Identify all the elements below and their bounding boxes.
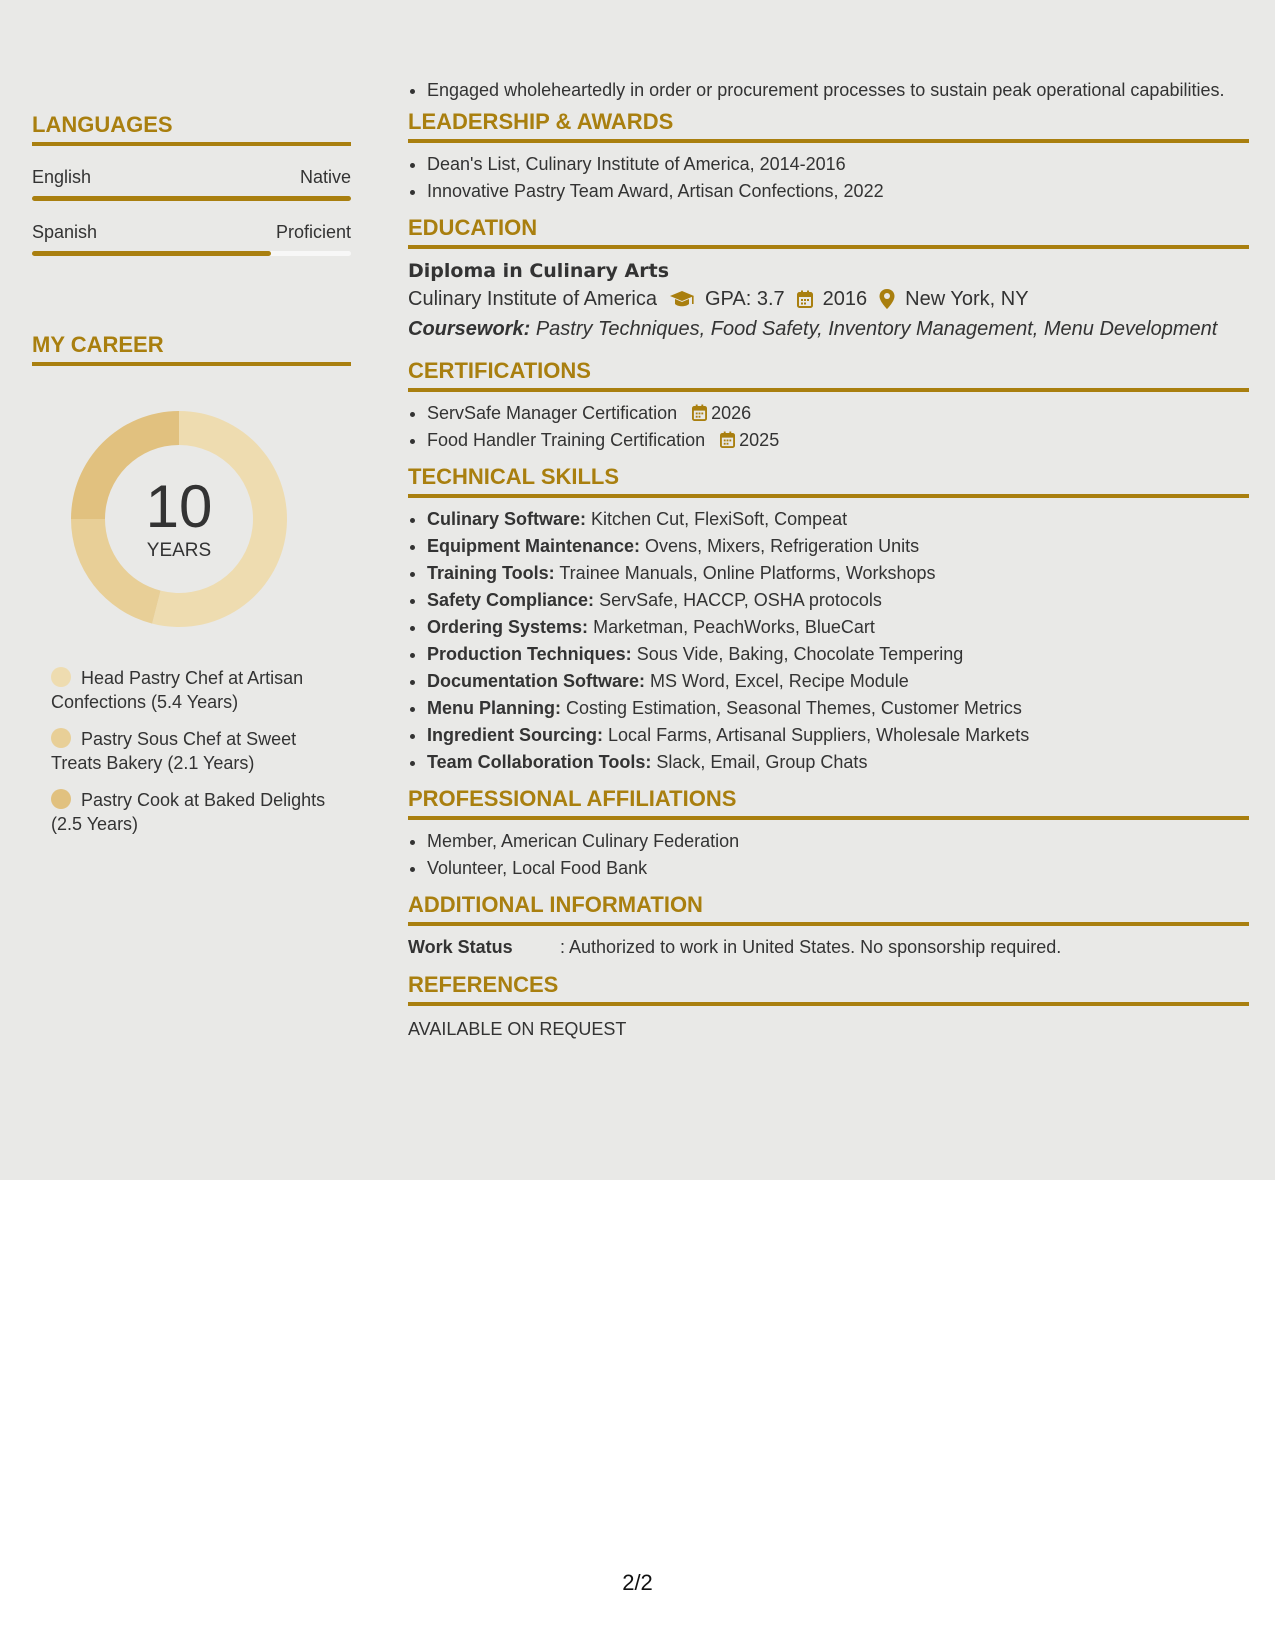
career-years-unit: YEARS	[146, 540, 212, 561]
skill-item	[427, 533, 1249, 560]
references-text: AVAILABLE ON REQUEST	[408, 1019, 627, 1039]
certification-name: Food Handler Training Certification	[427, 430, 706, 450]
education-details	[408, 284, 1249, 314]
skill-label: Ordering Systems:	[427, 617, 589, 637]
skill-item	[427, 641, 1249, 668]
education-location: New York, NY	[905, 288, 1029, 310]
legend-dot-icon	[51, 667, 71, 687]
affiliation-item: • Member, American Culinary Federation	[427, 828, 1249, 855]
work-status-value: : Authorized to work in United States. No sponsorship required.	[560, 937, 1062, 957]
certification-year: 2026	[711, 403, 752, 423]
education-degree: Diploma in Culinary Arts	[408, 260, 670, 282]
career-total-years: 10	[145, 473, 213, 540]
certification-item	[427, 400, 1249, 427]
references-title: REFERENCES	[408, 972, 1249, 1006]
skill-value: Marketman, PeachWorks, BlueCart	[593, 617, 875, 637]
language-level: Proficient	[275, 222, 351, 242]
affiliations-title: PROFESSIONAL AFFILIATIONS	[408, 786, 1249, 820]
skill-label: Culinary Software:	[427, 509, 587, 529]
skill-label: Menu Planning:	[427, 698, 561, 718]
education-year: 2016	[822, 288, 868, 310]
language-level: Native	[299, 167, 351, 187]
legend-item	[51, 788, 331, 836]
language-item	[32, 166, 351, 201]
career-legend	[51, 666, 331, 836]
page-number: 2/2	[622, 1570, 653, 1595]
skill-value: Local Farms, Artisanal Suppliers, Wholesale Markets	[608, 725, 1030, 745]
coursework-label: Coursework:	[408, 318, 531, 340]
coursework-value: Pastry Techniques, Food Safety, Inventory Management, Menu Development	[535, 318, 1218, 340]
skill-label: Ingredient Sourcing:	[427, 725, 604, 745]
legend-dot-icon	[51, 728, 71, 748]
legend-label: Head Pastry Chef at Artisan Confections (5.4 Years)	[51, 668, 304, 712]
skill-label: Team Collaboration Tools:	[427, 752, 652, 772]
graduation-cap-icon	[669, 290, 695, 308]
awards-title: LEADERSHIP & AWARDS	[408, 109, 1249, 143]
right-column	[408, 78, 1249, 1042]
skill-item	[427, 587, 1249, 614]
skill-value: Slack, Email, Group Chats	[656, 752, 868, 772]
skill-label: Equipment Maintenance:	[427, 536, 641, 556]
education-school: Culinary Institute of America	[408, 288, 657, 310]
skill-item	[427, 695, 1249, 722]
left-column	[32, 112, 351, 849]
legend-label: Pastry Sous Chef at Sweet Treats Bakery (2.1 Years)	[51, 729, 297, 773]
skill-value: ServSafe, HACCP, OSHA protocols	[599, 590, 882, 610]
location-pin-icon	[879, 289, 895, 309]
languages-title: LANGUAGES	[32, 112, 351, 146]
skill-value: Ovens, Mixers, Refrigeration Units	[645, 536, 920, 556]
language-bar-track	[32, 196, 351, 201]
affiliation-item: • Volunteer, Local Food Bank	[427, 855, 1249, 882]
certifications-section	[408, 358, 1249, 454]
education-section	[408, 215, 1249, 344]
skill-label: Training Tools:	[427, 563, 555, 583]
experience-bullets-continued	[408, 78, 1249, 103]
skill-value: Trainee Manuals, Online Platforms, Workshops	[559, 563, 936, 583]
awards-section	[408, 109, 1249, 205]
skill-item	[427, 560, 1249, 587]
work-status-label: Work Status	[408, 937, 513, 957]
legend-dot-icon	[51, 789, 71, 809]
skill-item	[427, 668, 1249, 695]
language-bar-fill	[32, 196, 351, 201]
skill-item	[427, 722, 1249, 749]
skills-list	[408, 506, 1249, 776]
career-title: MY CAREER	[32, 332, 351, 366]
language-bar-track	[32, 251, 351, 256]
skill-label: Production Techniques:	[427, 644, 632, 664]
skills-section	[408, 464, 1249, 776]
education-coursework	[408, 314, 1249, 344]
certification-item	[427, 427, 1249, 454]
award-item: • Innovative Pastry Team Award, Artisan Confections, 2022	[427, 178, 1249, 205]
skill-label: Documentation Software:	[427, 671, 646, 691]
certification-name: ServSafe Manager Certification	[427, 403, 678, 423]
legend-item	[51, 727, 331, 775]
education-title: EDUCATION	[408, 215, 1249, 249]
calendar-icon	[692, 404, 707, 421]
calendar-icon	[797, 290, 813, 308]
skill-label: Safety Compliance:	[427, 590, 595, 610]
certification-year: 2025	[739, 430, 780, 450]
language-name: Spanish	[32, 222, 98, 242]
language-name: English	[32, 167, 92, 187]
skill-value: Costing Estimation, Seasonal Themes, Customer Metrics	[566, 698, 1022, 718]
affiliations-section	[408, 786, 1249, 882]
certifications-title: CERTIFICATIONS	[408, 358, 1249, 392]
legend-label: Pastry Cook at Baked Delights (2.5 Years)	[51, 790, 326, 834]
skill-value: MS Word, Excel, Recipe Module	[650, 671, 909, 691]
career-donut-chart	[66, 406, 292, 632]
experience-bullet: • Engaged wholeheartedly in order or procurement processes to sustain peak operational capabilities.	[427, 78, 1249, 103]
additional-title: ADDITIONAL INFORMATION	[408, 892, 1249, 926]
skill-item	[427, 749, 1249, 776]
additional-section	[408, 892, 1249, 960]
legend-item	[51, 666, 331, 714]
language-item	[32, 221, 351, 256]
skills-title: TECHNICAL SKILLS	[408, 464, 1249, 498]
award-item: • Dean's List, Culinary Institute of America, 2014-2016	[427, 151, 1249, 178]
skill-item	[427, 614, 1249, 641]
references-section	[408, 972, 1249, 1042]
language-bar-fill	[32, 251, 271, 256]
skill-value: Sous Vide, Baking, Chocolate Tempering	[636, 644, 964, 664]
skill-item	[427, 506, 1249, 533]
calendar-icon	[720, 431, 735, 448]
skill-value: Kitchen Cut, FlexiSoft, Compeat	[591, 509, 848, 529]
education-gpa: GPA: 3.7	[705, 288, 785, 310]
